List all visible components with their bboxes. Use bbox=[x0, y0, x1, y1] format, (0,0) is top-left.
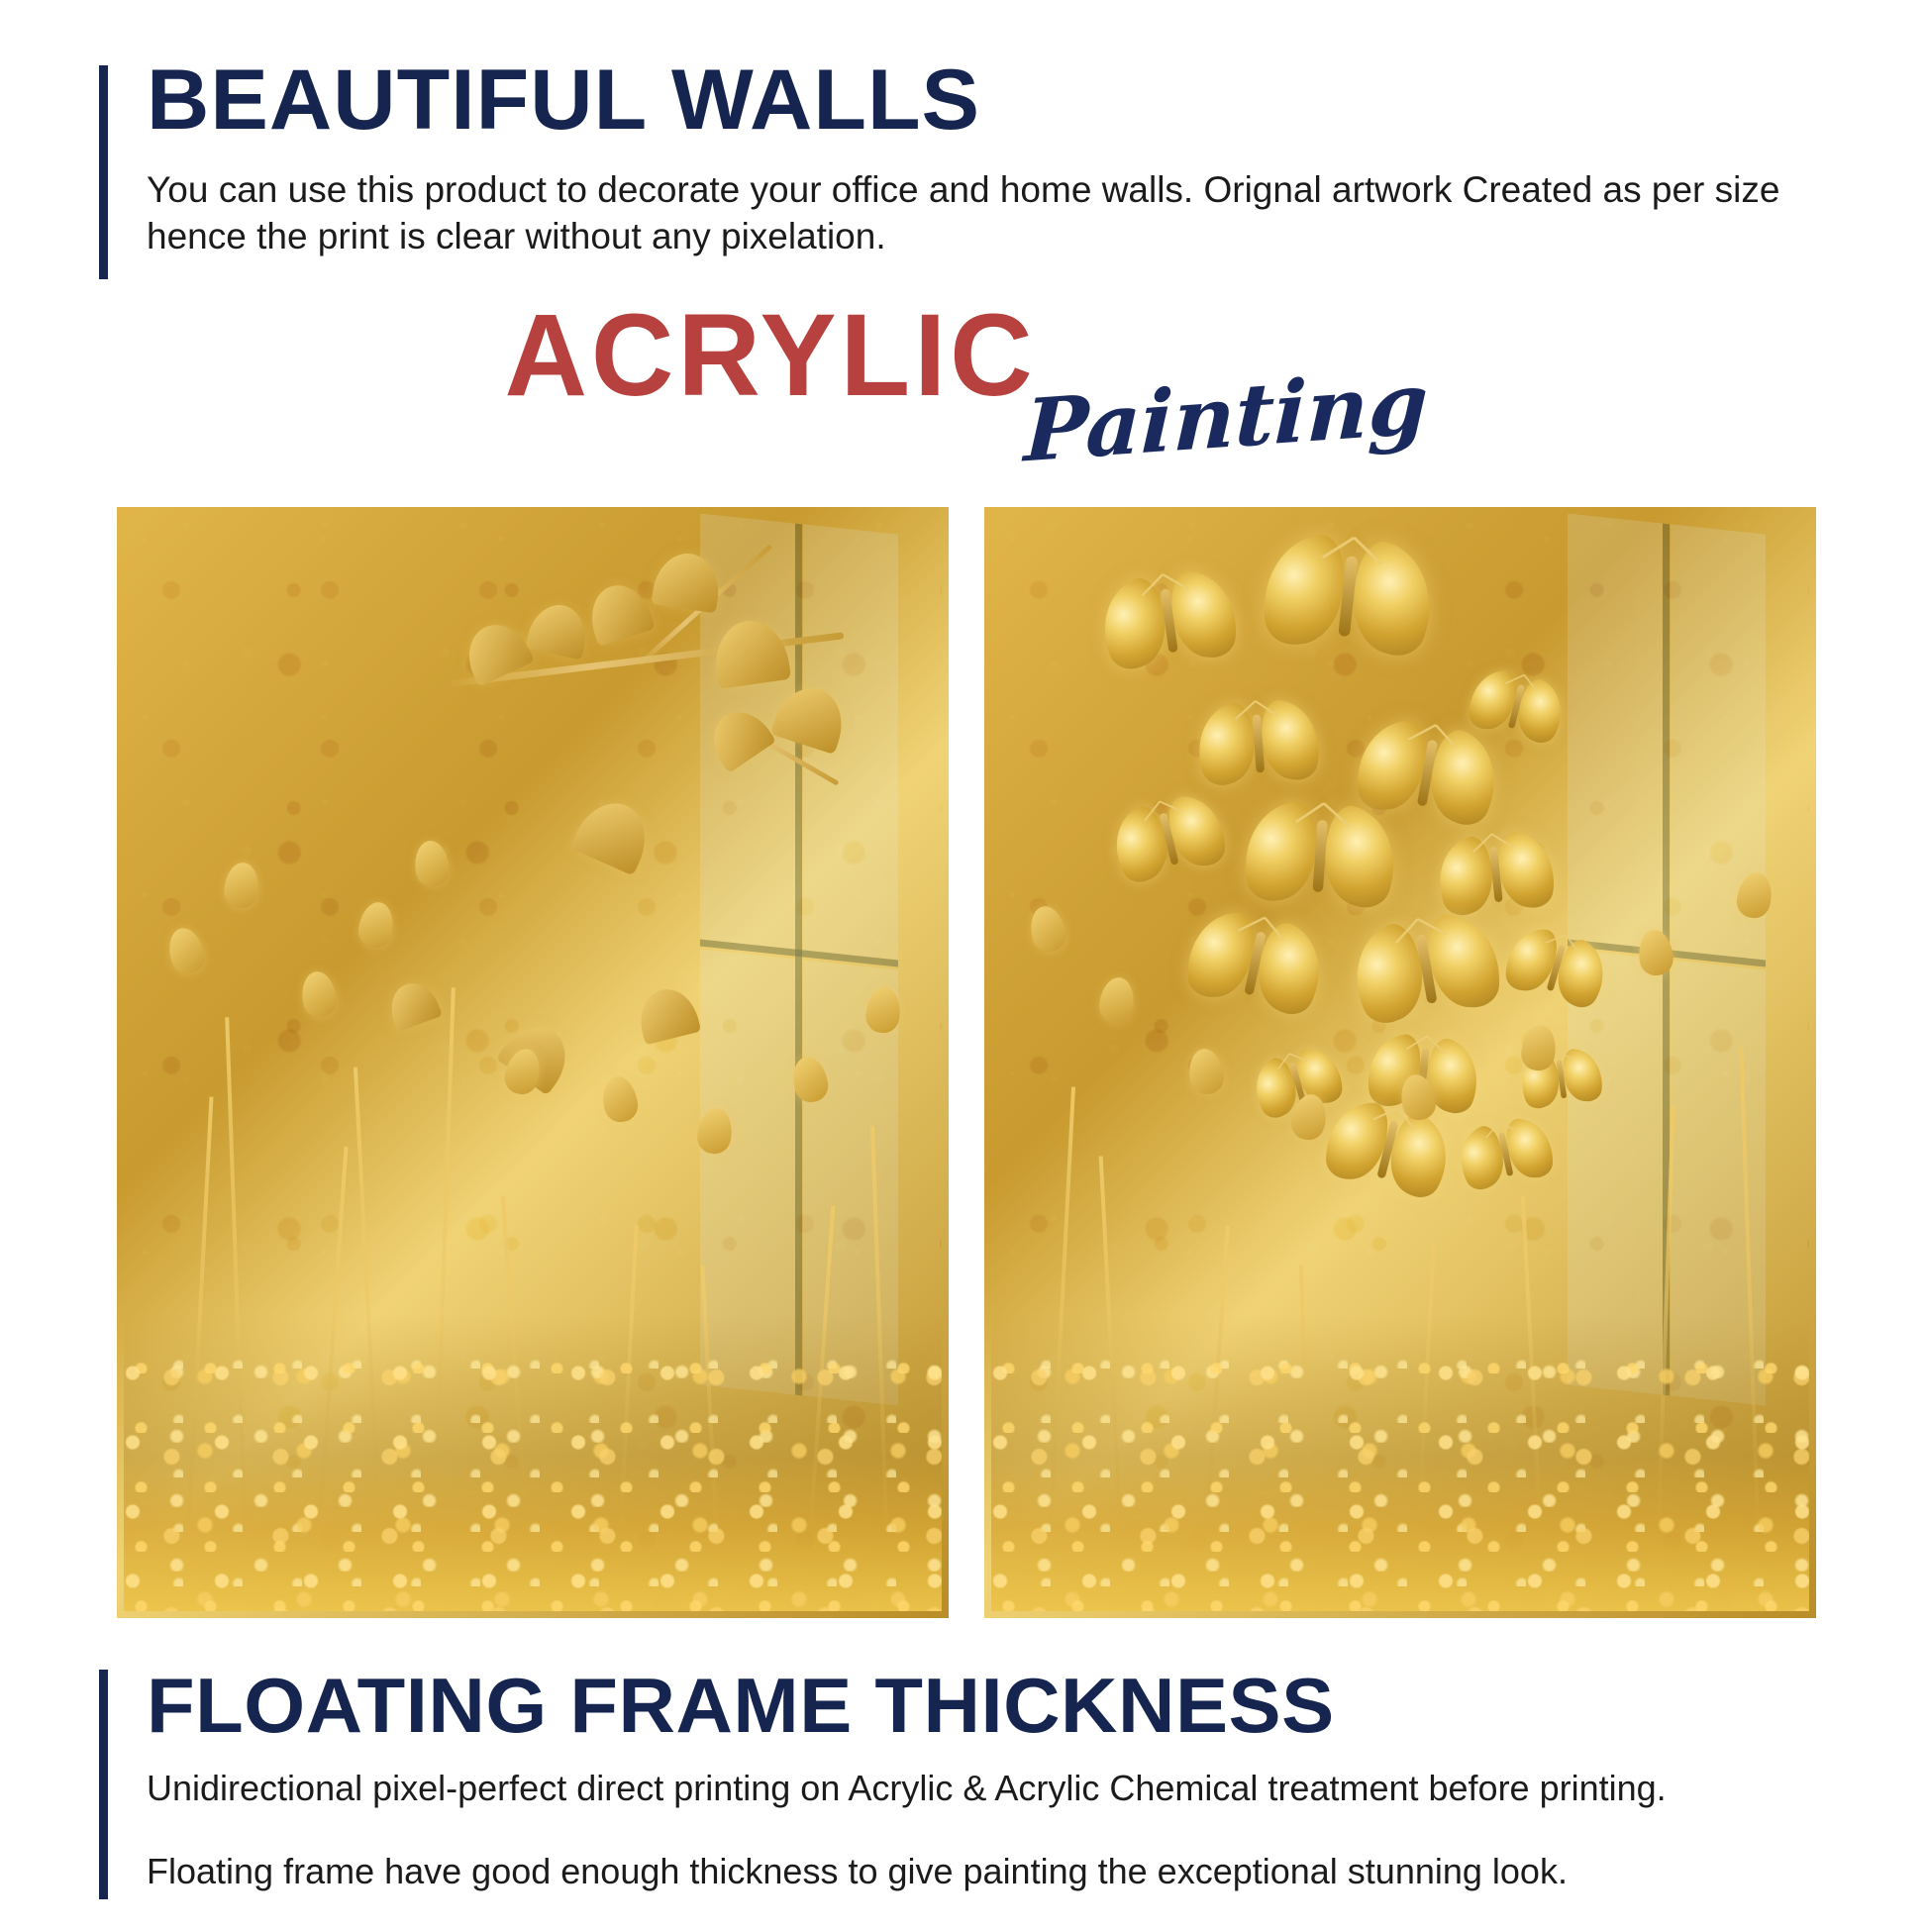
painting-script-word: Painting bbox=[1022, 353, 1430, 482]
bottom-description-line2: Floating frame have good enough thickness to give painting the exceptional stunning look. bbox=[147, 1851, 1568, 1892]
flower-bud bbox=[355, 899, 396, 950]
ginkgo-leaf-falling bbox=[383, 976, 442, 1032]
left-canvas bbox=[124, 514, 942, 1611]
top-description: You can use this product to decorate your office and home walls. Orignal artwork Created as per size hence the print is clear without any pixelation. bbox=[147, 168, 1780, 257]
flower-bud bbox=[164, 925, 208, 977]
left-frame bbox=[117, 507, 949, 1618]
artwork-panels bbox=[117, 507, 1816, 1618]
top-accent-rule bbox=[99, 65, 108, 279]
flower-bud bbox=[299, 969, 339, 1019]
flower-bud bbox=[1027, 903, 1069, 955]
golden-grass-right bbox=[991, 1314, 1809, 1611]
butterfly bbox=[1255, 522, 1441, 677]
right-canvas bbox=[991, 514, 1809, 1611]
ginkgo-leaf bbox=[525, 600, 591, 661]
flower-bud bbox=[1186, 1047, 1226, 1096]
butterfly bbox=[1104, 783, 1236, 898]
bottom-text-block bbox=[99, 1662, 1862, 1932]
ginkgo-leaf bbox=[582, 577, 656, 647]
golden-grass-left bbox=[124, 1314, 942, 1611]
butterfly bbox=[1344, 900, 1511, 1043]
page-title: BEAUTIFUL WALLS bbox=[147, 52, 981, 148]
flower-bud bbox=[1097, 975, 1137, 1025]
right-frame bbox=[984, 507, 1816, 1618]
top-text-block bbox=[99, 52, 1842, 296]
butterfly bbox=[1239, 791, 1401, 925]
bottom-description-line1: Unidirectional pixel-perfect direct printing on Acrylic & Acrylic Chemical treatment before printing. bbox=[147, 1767, 1667, 1808]
flower-bud bbox=[599, 1073, 640, 1124]
ginkgo-leaf-falling bbox=[634, 983, 701, 1046]
ginkgo-leaf-falling bbox=[569, 791, 658, 875]
butterfly bbox=[1094, 559, 1245, 687]
bottom-accent-rule bbox=[99, 1670, 108, 1899]
flower-bud bbox=[223, 861, 261, 909]
bottom-title: FLOATING FRAME THICKNESS bbox=[147, 1662, 1335, 1749]
flower-bud bbox=[413, 839, 452, 887]
acrylic-word: ACRYLIC bbox=[504, 290, 1037, 421]
acrylic-painting-title bbox=[0, 290, 1927, 482]
